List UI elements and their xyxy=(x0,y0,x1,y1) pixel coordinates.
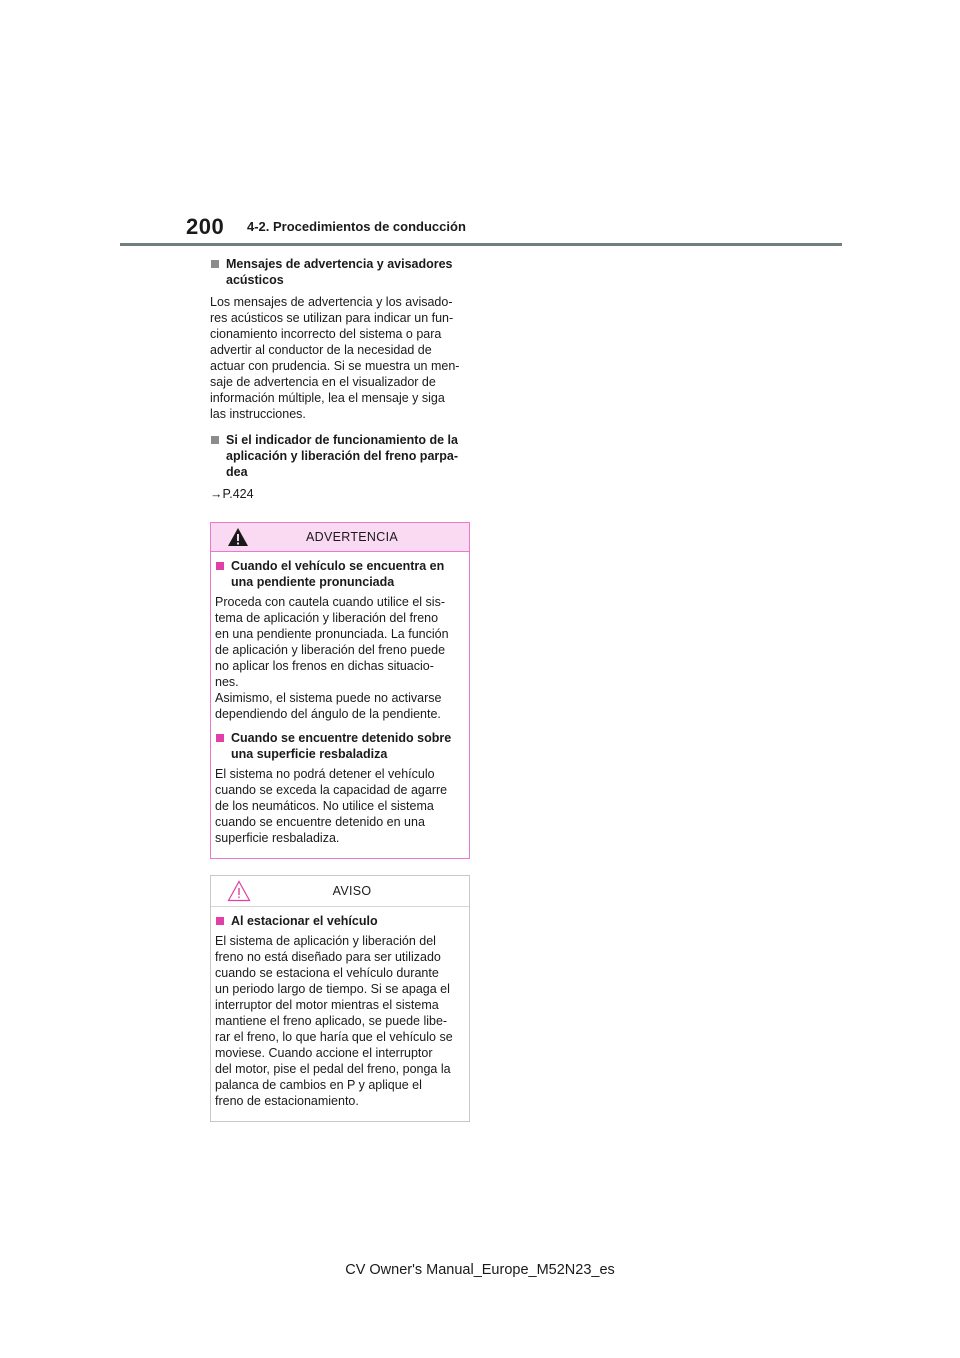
heading-text: Cuando se encuentre detenido sobre una superficie resbaladiza xyxy=(231,731,452,761)
warning-box-body xyxy=(211,552,469,858)
arrow-icon: → xyxy=(210,487,223,501)
footer-manual-id: CV Owner's Manual_Europe_M52N23_es xyxy=(345,1262,615,1278)
square-bullet-icon xyxy=(216,917,224,925)
square-bullet-icon xyxy=(216,562,224,570)
heading-text: Si el indicador de funcionamiento de la aplicación y liberación del freno parpa-dea xyxy=(226,433,459,479)
section-heading xyxy=(210,432,472,480)
warning-item-heading xyxy=(215,730,465,762)
heading-text: Cuando el vehículo se encuentra en una pendiente pronunciada xyxy=(231,559,445,589)
section-title: 4-2. Procedimientos de conducción xyxy=(247,219,466,234)
page-reference[interactable] xyxy=(210,486,472,502)
paragraph: Los mensajes de advertencia y los avisado- res acústicos se utilizan para indicar un fun- cionamiento incorrecto del sistema o para advertir al conductor de la necesidad de actuar con prudencia. Si se muestra un men- saje de advertencia en el visualizador de información múltiple, lea el mensaje y siga las instrucciones. xyxy=(210,295,460,421)
warning-item-text: Proceda con cautela cuando utilice el sis- tema de aplicación y liberación del freno en una pendiente pronunciada. La función de aplicación y liberación del freno puede no aplicar los frenos en dichas situacio- nes. Asimismo, el sistema puede no activarse dependiendo del ángulo de la pendiente. xyxy=(215,595,449,721)
heading-text: Al estacionar el vehículo xyxy=(231,914,378,928)
caution-box-header xyxy=(211,876,469,907)
reference-page: P.424 xyxy=(222,487,254,501)
warning-box xyxy=(210,522,470,859)
caution-triangle-icon xyxy=(227,880,251,902)
warning-box-title: ADVERTENCIA xyxy=(306,530,398,544)
caution-box-body xyxy=(211,907,469,1121)
heading-text: Mensajes de advertencia y avisadores acústicos xyxy=(226,257,453,287)
caution-box-title: AVISO xyxy=(332,884,372,898)
header-rule xyxy=(120,243,842,246)
square-bullet-icon xyxy=(216,734,224,742)
page-number: 200 xyxy=(186,214,225,239)
warning-box-header xyxy=(211,523,469,552)
warning-item-text: El sistema no podrá detener el vehículo cuando se exceda la capacidad de agarre de los neumáticos. No utilice el sistema cuando se encuentre detenido en una superficie resbaladiza. xyxy=(215,767,448,845)
square-bullet-icon xyxy=(211,436,219,444)
warning-item-heading xyxy=(215,558,465,590)
section-heading xyxy=(210,256,472,288)
warning-triangle-icon xyxy=(227,527,249,547)
main-content xyxy=(210,256,472,1138)
caution-item-text: El sistema de aplicación y liberación del freno no está diseñado para ser utilizado cuando se estaciona el vehículo durante un periodo largo de tiempo. Si se apaga el interruptor del motor mientras el sistema mantiene el freno aplicado, se puede libe- rar el freno, lo que haría que el vehículo se moviese. Cuando accione el interruptor del motor, pise el pedal del freno, ponga la palanca de cambios en P y aplique el freno de estacionamiento. xyxy=(215,934,453,1108)
caution-item-heading xyxy=(215,913,465,929)
caution-box xyxy=(210,875,470,1122)
square-bullet-icon xyxy=(211,260,219,268)
